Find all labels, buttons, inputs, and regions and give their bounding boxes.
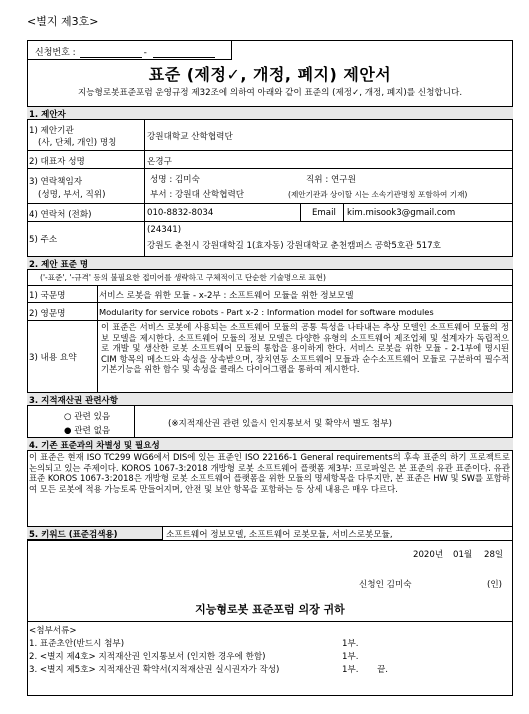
attachment-count: 1부. xyxy=(342,652,359,662)
org-label-2: (사, 단체, 개인) 명칭 xyxy=(38,138,117,148)
email-value: kim.misook3@gmail.com xyxy=(347,208,456,218)
address-value: 강원도 춘천시 강원대학길 1(효자동) 강원대학교 춘천캠퍼스 공학5호관 517호 xyxy=(147,241,441,251)
date-month: 01월 xyxy=(453,550,473,560)
rep-label: 2) 대표자 성명 xyxy=(29,157,85,167)
section-2-heading: 2. 제안 표준 명 xyxy=(27,256,513,270)
applicant-number-blank-2[interactable] xyxy=(153,49,215,58)
contact-position: 직위 : 연구원 xyxy=(306,175,356,185)
divider xyxy=(27,203,513,204)
necessity-text: 이 표준은 현재 ISO TC299 WG6에서 DIS에 있는 표준인 ISO 22166-1 General requirements의 후속 표준의 하기 프로젝트로 논의되고 있는 주제이다. KOROS 1067-3:2018 개방형 로봇 소프트웨어 플랫폼 제3부: 프로파일은 본 표준의 유관 표준이다. 유관 표준 KOROS 1067-3:2018은 개방형 로봇 소프트웨어 플랫폼을 위한 모듈의 명세항목을 다루지만, 본 표준은 HW 및 SW를 포함하여 모든 로봇에 적용 가능토록 만들어지며, 안전 및 보안 항목을 포함하는 등 상세 내용은 매우 다르다. xyxy=(29,452,510,494)
section-2-note: ('-표준', '-규격' 등의 불필요한 접미어를 생략하고 구체적이고 단순한 기술명으로 표현) xyxy=(40,273,326,282)
divider xyxy=(27,540,513,541)
applicant-number-label: 신청번호 : xyxy=(35,48,76,58)
divider xyxy=(27,526,513,527)
attachment-item: 3. <별지 제5호> 지적재산권 확약서(지적재산권 실시권자가 작성) xyxy=(29,665,280,675)
divider xyxy=(300,203,301,221)
address-label: 5) 주소 xyxy=(29,235,58,245)
divider xyxy=(27,302,513,303)
divider xyxy=(134,406,135,437)
divider xyxy=(27,621,513,622)
applicant-number-dash: - xyxy=(143,48,147,58)
rep-value: 온경구 xyxy=(147,157,172,167)
attachments-heading: <첨부서류> xyxy=(29,626,77,636)
kr-name-value: 서비스 로봇을 위한 모듈 - x-2부 : 소프트웨어 모듈을 위한 정보모델 xyxy=(99,291,354,301)
form-number: <별지 제3호> xyxy=(27,15,99,28)
ip-related-yes[interactable]: ○ 관련 있음 xyxy=(64,412,111,422)
divider xyxy=(27,168,513,169)
attachment-end: 끝. xyxy=(377,665,389,675)
ip-note: (※지적재산권 관련 있을시 인지통보서 및 확약서 별도 첨부) xyxy=(168,419,392,429)
contact-dept: 부서 : 강원대 산학협력단 xyxy=(150,190,245,200)
contact-name: 성명 : 김미숙 xyxy=(150,175,200,185)
divider xyxy=(27,320,513,321)
attachment-count: 1부. xyxy=(342,639,359,649)
divider xyxy=(27,221,513,222)
keywords-value: 소프트웨어 정보모델, 소프트웨어 로봇모듈, 서비스로봇모듈, xyxy=(166,530,393,540)
kr-name-label: 1) 국문명 xyxy=(29,291,66,301)
contact-label-2: (성명, 부서, 직위) xyxy=(38,190,106,200)
phone-value: 010-8832-8034 xyxy=(147,208,214,218)
summary-text: 이 표준은 서비스 로봇에 사용되는 소프트웨어 모듈의 공통 특성을 나타내는 추상 모델인 소프트웨어 모듈의 정보 모델을 제시한다. 소프트웨어 모듈의 정보 모델은 다양한 유형의 소프트웨어 제조업체 및 설계자가 독립적으로 개발 및 생산한 로봇 소프트웨어 모듈의 통합을 용이하게 한다. 서비스 로봇을 위한 모듈 - 2-1부에 명시된 CIM 항목의 메소드와 속성을 상속받으며, 장치연동 소프트웨어 모듈과 순수소프트웨어 모듈로 구분하여 필수적 기본기능을 위한 함수 및 속성을 클래스 다이어그램을 통하여 제시한다. xyxy=(101,322,509,375)
en-name-label: 2) 영문명 xyxy=(29,309,66,319)
date-year: 2020년 xyxy=(413,550,444,560)
page-title: 표준 (제정✓, 개정, 폐지) 제안서 xyxy=(148,65,392,84)
addressee: 지능형로봇 표준포럼 의장 귀하 xyxy=(195,603,345,616)
date-day: 28일 xyxy=(484,550,504,560)
contact-dept-note: (제안기관과 상이할 시는 소속기관명칭 포함하여 기재) xyxy=(288,190,468,199)
attachment-item: 1. 표준초안(반드시 첨부) xyxy=(29,639,125,649)
ip-related-no[interactable]: ● 관련 없음 xyxy=(64,426,111,436)
section-1-heading: 1. 제안자 xyxy=(27,106,513,120)
section-5-heading: 5. 키워드 (표준검색용) xyxy=(27,526,163,540)
phone-label: 4) 연락처 (전화) xyxy=(29,210,92,220)
email-label: Email xyxy=(312,208,336,218)
section-3-heading: 3. 지적재산권 관련사항 xyxy=(27,392,513,406)
applicant-number-blank-1[interactable] xyxy=(80,49,142,58)
applicant-number-field[interactable] xyxy=(27,40,232,60)
contact-label-1: 3) 연락책임자 xyxy=(29,177,83,187)
signer-seal: (인) xyxy=(487,580,503,590)
page-subtitle: 지능형로봇표준포럼 운영규정 제32조에 의하여 아래와 같이 표준의 (제정✓, 개정, 폐지)를 신청합니다. xyxy=(77,88,463,98)
address-zip: (24341) xyxy=(147,225,182,235)
summary-label: 3) 내용 요약 xyxy=(29,353,77,363)
org-value: 강원대학교 산학협력단 xyxy=(147,132,233,142)
section-4-heading: 4. 기존 표준과의 차별성 및 필요성 xyxy=(27,437,513,451)
divider xyxy=(27,285,513,286)
signer-name: 신청인 김미숙 xyxy=(359,580,412,590)
en-name-value: Modularity for service robots - Part x-2 : Information model for software modules xyxy=(99,307,434,317)
divider xyxy=(144,120,145,256)
attachment-item: 2. <별지 제4호> 지적재산권 인지통보서 (인지한 경우에 한함) xyxy=(29,652,266,662)
divider xyxy=(343,203,344,221)
divider xyxy=(162,526,163,540)
attachment-count: 1부. xyxy=(342,665,359,675)
divider xyxy=(27,150,513,151)
org-label-1: 1) 제안기관 xyxy=(29,126,74,136)
